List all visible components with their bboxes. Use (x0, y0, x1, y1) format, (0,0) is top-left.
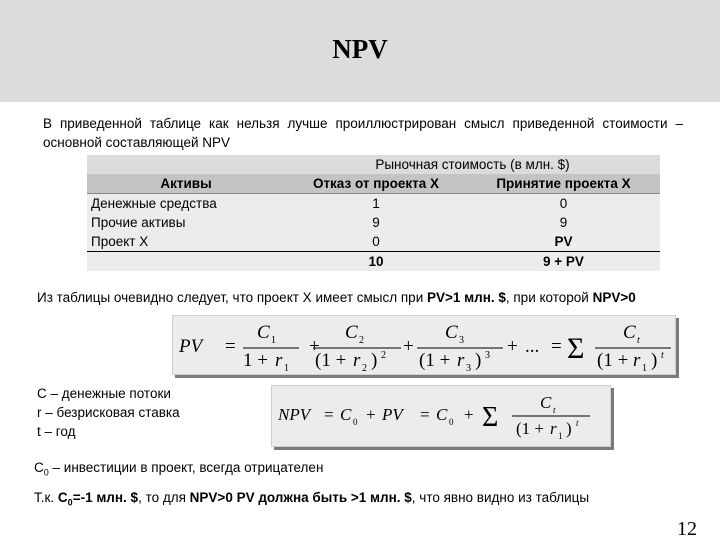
note-year: t – год (37, 424, 76, 439)
svg-text:(1 +: (1 + (419, 350, 451, 371)
npv-lhs: NPV (278, 405, 311, 424)
svg-text:=: = (420, 405, 430, 424)
final-paragraph: Т.к. $C_0=-1$ млн. $, то для NPV>0 PV должна быть >1 млн. $, что явно видно из таблицы (34, 490, 590, 508)
row-accept-value: PV (467, 232, 660, 252)
table-row (87, 213, 660, 232)
conclusion-paragraph: Из таблицы очевидно следует, что проект X имеет смысл при PV>1 млн. $, при которой NPV>0 (37, 290, 636, 305)
legend-notes (37, 384, 180, 441)
svg-text:C: C (436, 405, 448, 424)
pv-formula (172, 315, 676, 375)
page-title: NPV (332, 34, 388, 64)
svg-text:PV: PV (382, 405, 403, 424)
svg-text:t: t (553, 405, 556, 415)
svg-text:2: 2 (359, 335, 364, 346)
page-number: 12 (677, 518, 697, 540)
row-label: Прочие активы (87, 213, 285, 232)
svg-text:C: C (340, 405, 352, 424)
svg-text:r: r (275, 350, 283, 371)
table-header-row (87, 174, 660, 194)
pv-lhs: PV (179, 336, 203, 357)
svg-text:+: + (464, 405, 474, 424)
title-bar (0, 0, 720, 102)
svg-text:3: 3 (485, 350, 490, 361)
svg-text:1 +: 1 + (243, 350, 268, 371)
pv-c2: C (345, 322, 358, 343)
col-header-accept: Принятие проекта X (467, 174, 660, 194)
row-accept-value: 9 (467, 213, 660, 232)
svg-text:): ) (566, 419, 572, 438)
row-label: Денежные средства (87, 194, 285, 214)
svg-text:Σ: Σ (567, 332, 585, 365)
svg-text:1: 1 (284, 363, 289, 374)
table-total-row (87, 252, 660, 272)
svg-text:): ) (371, 350, 378, 371)
svg-text:2: 2 (381, 350, 386, 361)
col-header-reject: Отказ от проекта X (285, 174, 467, 194)
svg-text:(1 +: (1 + (315, 350, 347, 371)
svg-text:2: 2 (362, 363, 367, 374)
row-reject-value: 0 (285, 232, 467, 252)
npv-condition: NPV>0 (592, 290, 636, 305)
svg-text:0: 0 (449, 417, 454, 427)
svg-text:1: 1 (558, 431, 563, 441)
svg-text:Σ: Σ (482, 402, 499, 433)
pv-ct: C (623, 322, 636, 343)
total-reject: 10 (285, 252, 467, 272)
pv-condition: PV>1 млн. $ (426, 290, 506, 305)
svg-text:=: = (324, 405, 334, 424)
svg-text:t: t (576, 418, 579, 428)
svg-text:+: + (366, 405, 376, 424)
svg-text:): ) (651, 350, 658, 371)
svg-text:r: r (633, 350, 641, 371)
note-cashflow: C – денежные потоки (37, 386, 171, 401)
svg-text:1: 1 (642, 363, 647, 374)
svg-text:3: 3 (459, 335, 464, 346)
row-accept-value: 0 (467, 194, 660, 214)
c0-note: $C_0$ – инвестиции в проект, всегда отрицателен (34, 460, 324, 478)
svg-text:1: 1 (271, 335, 276, 346)
svg-text:+: + (309, 336, 320, 357)
col-header-assets: Активы (87, 174, 285, 194)
svg-text:+: + (403, 336, 414, 357)
market-value-table (87, 155, 660, 271)
svg-text:(1 +: (1 + (516, 419, 544, 438)
svg-text:=: = (225, 336, 236, 357)
table-row (87, 194, 660, 214)
svg-text:r: r (457, 350, 465, 371)
pv-c3: C (445, 322, 458, 343)
svg-text:0: 0 (353, 417, 358, 427)
svg-text:(1 +: (1 + (597, 350, 629, 371)
total-accept: 9 + PV (467, 252, 660, 272)
svg-text:): ) (475, 350, 482, 371)
note-riskfree-rate: r – безрисковая ставка (37, 405, 180, 420)
svg-text:+: + (507, 336, 518, 357)
svg-text:C: C (540, 393, 552, 412)
table-group-header: Рыночная стоимость (в млн. $) (285, 155, 660, 174)
svg-text:...: ... (525, 336, 540, 357)
svg-text:t: t (637, 335, 640, 346)
pv-c1: C (257, 322, 270, 343)
table-row (87, 232, 660, 252)
row-label: Проект X (87, 232, 285, 252)
svg-text:3: 3 (466, 363, 471, 374)
row-reject-value: 1 (285, 194, 467, 214)
npv-formula (271, 385, 611, 447)
table-group-header-row (87, 155, 660, 174)
intro-paragraph: В приведенной таблице как нельзя лучше проиллюстрирован смысл приведенной стоимости – основной составляющей NPV (43, 116, 683, 150)
svg-text:t: t (661, 350, 664, 361)
svg-text:r: r (353, 350, 361, 371)
svg-text:=: = (551, 336, 562, 357)
row-reject-value: 9 (285, 213, 467, 232)
svg-text:r: r (550, 419, 557, 438)
